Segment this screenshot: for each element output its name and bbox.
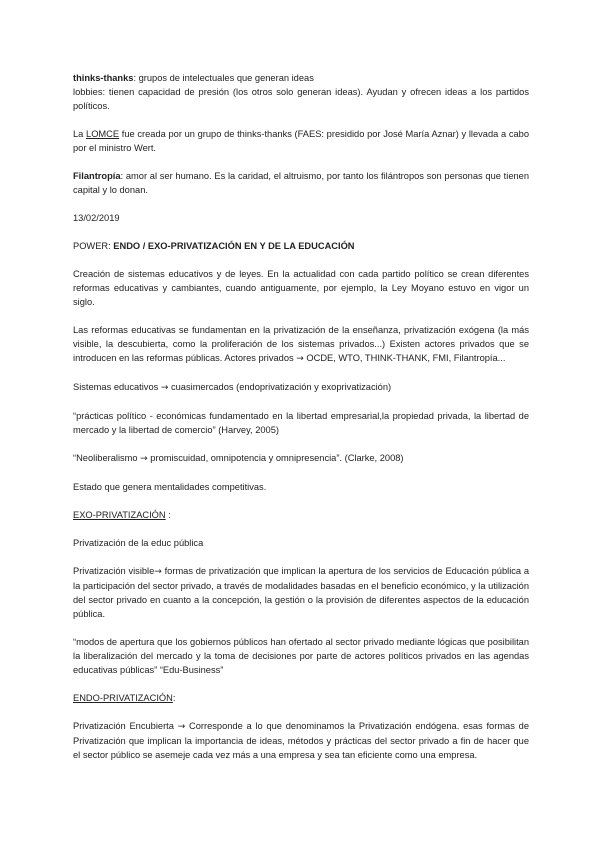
reformas-actors: OCDE, WTO, THINK-THANK, FMI, Filantropía... <box>303 353 506 363</box>
clarke-after: promiscuidad, omnipotencia y omnipresencia”. (Clarke, 2008) <box>147 453 404 463</box>
reformas-paragraph <box>73 323 529 366</box>
think-tanks-term: thinks-thanks <box>73 73 134 83</box>
right-arrow-icon: → <box>296 354 304 364</box>
cuasimercados-line <box>73 380 529 395</box>
endo-para-after: Corresponde a lo que denominamos la Privatización endógena. esas formas de Privatización que implican la importancia de ideas, métodos y prácticas del sector privado a fin de hacer que el sector público se asemeje cada vez más a una empresa y sea tan eficiente como una empresa. <box>73 721 529 760</box>
date-line: 13/02/2019 <box>73 213 120 223</box>
endo-heading-suffix: : <box>172 693 176 703</box>
lomce-text: fue creada por un grupo de thinks-thanks (FAES: presidido por José María Aznar) y llevada a cabo por el ministro Wert. <box>73 129 529 153</box>
sistemas-educativos-paragraph: Creación de sistemas educativos y de leyes. En la actualidad con cada partido político se crean diferentes reformas educativas y cambiantes, cuando antiguamente, por ejemplo, la Ley Moyano estuvo en vigor un siglo. <box>73 269 529 307</box>
endo-heading <box>73 691 529 705</box>
endo-para-before: Privatización Encubierta <box>73 721 178 731</box>
cuasimercados-before: Sistemas educativos <box>73 382 161 392</box>
reformas-text: Las reformas educativas se fundamentan en la privatización de la enseñanza, privatización exógena (la más visible, la descubierta, como la proliferación de los sistemas privados...) Existen actores privados que se introducen en las reformas públicas. Actores privados <box>73 325 529 363</box>
think-tanks-text: : grupos de intelectuales que generan ideas <box>133 73 314 83</box>
exo-para-after: formas de privatización que implican la apertura de los servicios de Educación pública a la participación del sector privado, a través de modalidades basadas en el beneficio económico, y la utilización del sector privado en cuanto a la concepción, la gestión o la provisión de diferentes aspectos de la educación pública. <box>73 566 530 619</box>
right-arrow-icon: → <box>160 383 169 393</box>
lomce-paragraph <box>73 127 529 155</box>
exo-subtitle: Privatización de la educ pública <box>73 538 204 548</box>
right-arrow-icon: → <box>154 567 162 577</box>
clarke-quote <box>73 451 529 466</box>
exo-heading-text: EXO-PRIVATIZACIÓN <box>73 510 166 520</box>
exo-heading-suffix: : <box>165 510 171 520</box>
right-arrow-icon: → <box>140 454 148 464</box>
lomce-prefix: La <box>73 129 87 139</box>
harvey-quote: “prácticas político - económicas fundamentado en la libertad empresarial,la propiedad privada, la libertad de mercado y la libertad de comercio” (Harvey, 2005) <box>73 411 529 435</box>
document-page <box>73 71 529 762</box>
endo-heading-text: ENDO-PRIVATIZACIÓN <box>73 693 173 703</box>
lomce-link: LOMCE <box>86 129 120 139</box>
exo-heading <box>73 508 529 522</box>
filantropia-term: Filantropía <box>73 171 121 181</box>
filantropia-text: : amor al ser humano. Es la caridad, el altruismo, por tanto los filántropos son personas que tienen capital y lo donan. <box>73 171 529 195</box>
lobbies-paragraph: lobbies: tienen capacidad de presión (los otros solo generan ideas). Ayudan y ofrecen ideas a los partidos políticos. <box>73 87 529 111</box>
right-arrow-icon: → <box>177 722 186 732</box>
exo-paragraph <box>73 564 529 621</box>
exo-para-before: Privatización visible <box>73 566 155 576</box>
think-tanks-definition <box>73 71 529 85</box>
endo-paragraph <box>73 719 529 762</box>
power-title: ENDO / EXO-PRIVATIZACIÓN EN Y DE LA EDUCACIÓN <box>113 241 355 251</box>
clarke-before: “Neoliberalismo <box>73 453 141 463</box>
power-heading <box>73 239 529 253</box>
power-label: POWER: <box>73 241 114 251</box>
estado-line: Estado que genera mentalidades competitivas. <box>73 482 267 492</box>
cuasimercados-after: cuasimercados (endoprivatización y exoprivatización) <box>168 382 392 392</box>
filantropia-definition <box>73 169 529 197</box>
exo-quote: “modos de apertura que los gobiernos públicos han ofertado al sector privado mediante lógicas que posibilitan la liberalización del mercado y la toma de decisiones por parte de actores políticos privados en las agendas educativas públicas” “Edu-Business” <box>73 637 529 675</box>
